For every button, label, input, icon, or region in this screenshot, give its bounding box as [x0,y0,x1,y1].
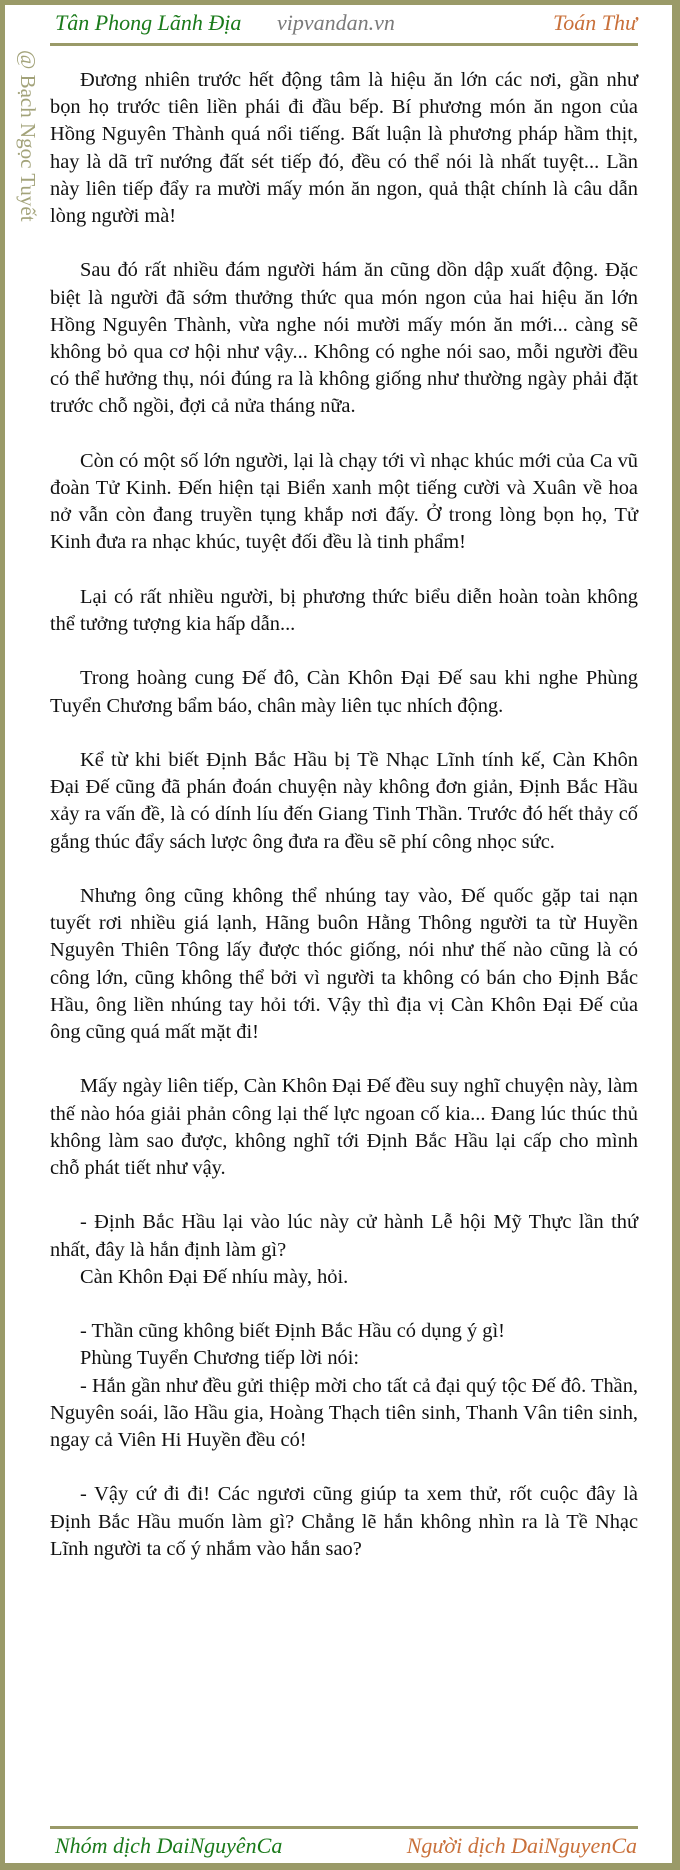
watermark: @ Bạch Ngọc Tuyết [16,50,40,222]
chapter-text [50,67,638,1563]
paragraph: Nhưng ông cũng không thể nhúng tay vào, Đế quốc gặp tai nạn tuyết rơi nhiều giá lạnh, Hãng buôn Hằng Thông người ta từ Huyền Nguyên Thiên Tông lấy được thóc giống, nói như thế nào cũng là có công lớn, cũng không thể bởi vì người ta không có bán cho Định Bắc Hầu, ông liền nhúng tay hỏi tới. Vậy thì địa vị Càn Khôn Đại Đế của ông cũng quá mất mặt đi! [50,885,638,1044]
footer-divider [50,1826,638,1829]
dialogue-line: - Vậy cứ đi đi! Các ngươi cũng giúp ta xem thử, rốt cuộc đây là Định Bắc Hầu muốn làm gì? Chẳng lẽ hắn không nhìn ra là Tề Nhạc Lĩnh người ta cố ý nhắm vào hắn sao? [50,1483,638,1560]
author-name: Toán Thư [553,10,637,35]
paragraph: Trong hoàng cung Đế đô, Càn Khôn Đại Đế sau khi nghe Phùng Tuyển Chương bẩm báo, chân mày liên tục nhích động. [50,667,638,717]
translation-group: Nhóm dịch DaiNguyênCa [55,1833,283,1858]
paragraph: Sau đó rất nhiều đám người hám ăn cũng dồn dập xuất động. Đặc biệt là người đã sớm thưởng thức qua món ngon của hai hiệu ăn lớn Hồng Nguyên Thành, vừa nghe nói mười mấy món ăn mới... càng sẽ không bỏ qua cơ hội như vậy... Không có nghe nói sao, mỗi người đều có thể hưởng thụ, nói đúng ra là không giống như thường ngày phải đặt trước chỗ ngồi, đợi cả nửa tháng nữa. [50,259,638,418]
dialogue-line: - Thần cũng không biết Định Bắc Hầu có dụng ý gì! [80,1320,505,1343]
paragraph: Còn có một số lớn người, lại là chạy tới vì nhạc khúc mới của Ca vũ đoàn Tử Kinh. Đến hiện tại Biển xanh một tiếng cười và Xuân về hoa nở vẫn còn đang truyền tụng khắp nơi đấy. Ở trong lòng bọn họ, Tử Kinh đưa ra nhạc khúc, tuyệt đối đều là tinh phẩm! [50,449,638,554]
header [55,5,637,43]
paragraph: Lại có rất nhiều người, bị phương thức biểu diễn hoàn toàn không thể tưởng tượng kia hấp dẫn... [50,585,638,636]
dialogue-line: Phùng Tuyển Chương tiếp lời nói: [80,1347,360,1370]
paragraph: Đương nhiên trước hết động tâm là hiệu ăn lớn các nơi, gần như bọn họ trước tiên liền phái đi đầu bếp. Bí phương món ăn ngon của Hồng Nguyên Thành quá nổi tiếng. Bất luận là phương pháp hầm thịt, hay là dã trĩ nướng đất sét tiếp đó, đều có thể nói là nhất tuyệt... Lần này liên tiếp đẩy ra mười mấy món ăn ngon, quả thật chính là câu dẫn lòng người mà! [50,69,638,228]
paragraph: Kể từ khi biết Định Bắc Hầu bị Tề Nhạc Lĩnh tính kế, Càn Khôn Đại Đế cũng đã phán đoán chuyện này không đơn giản, Định Bắc Hầu xảy ra vấn đề, là có dính líu đến Giang Tinh Thần. Trước đó hết thảy cố gắng thúc đẩy sách lược ông đưa ra đều sẽ phí công nhọc sức. [50,749,638,853]
dialogue-line: - Định Bắc Hầu lại vào lúc này cử hành Lễ hội Mỹ Thực lần thứ nhất, đây là hắn định làm gì? [50,1211,638,1261]
translator-name: Người dịch DaiNguyenCa [406,1833,637,1858]
dialogue-line: Càn Khôn Đại Đế nhíu mày, hỏi. [80,1265,349,1288]
page [5,5,672,1863]
novel-title: Tân Phong Lãnh Địa [55,10,242,35]
footer [55,1833,637,1861]
dialogue-line: - Hắn gần như đều gửi thiệp mời cho tất cả đại quý tộc Đế đô. Thần, Nguyên soái, lão Hầu gia, Hoàng Thạch tiên sinh, Thanh Vân tiên sinh, ngay cả Viên Hi Huyền đều có! [50,1374,638,1452]
paragraph: Mấy ngày liên tiếp, Càn Khôn Đại Đế đều suy nghĩ chuyện này, làm thế nào hóa giải phản công lại thế lực ngoan cố kia... Đang lúc thúc thủ không làm sao được, không nghĩ tới Định Bắc Hầu lại cấp cho mình chỗ phát tiết như vậy. [50,1075,638,1180]
header-divider [50,43,638,46]
site-name: vipvandan.vn [277,10,395,35]
